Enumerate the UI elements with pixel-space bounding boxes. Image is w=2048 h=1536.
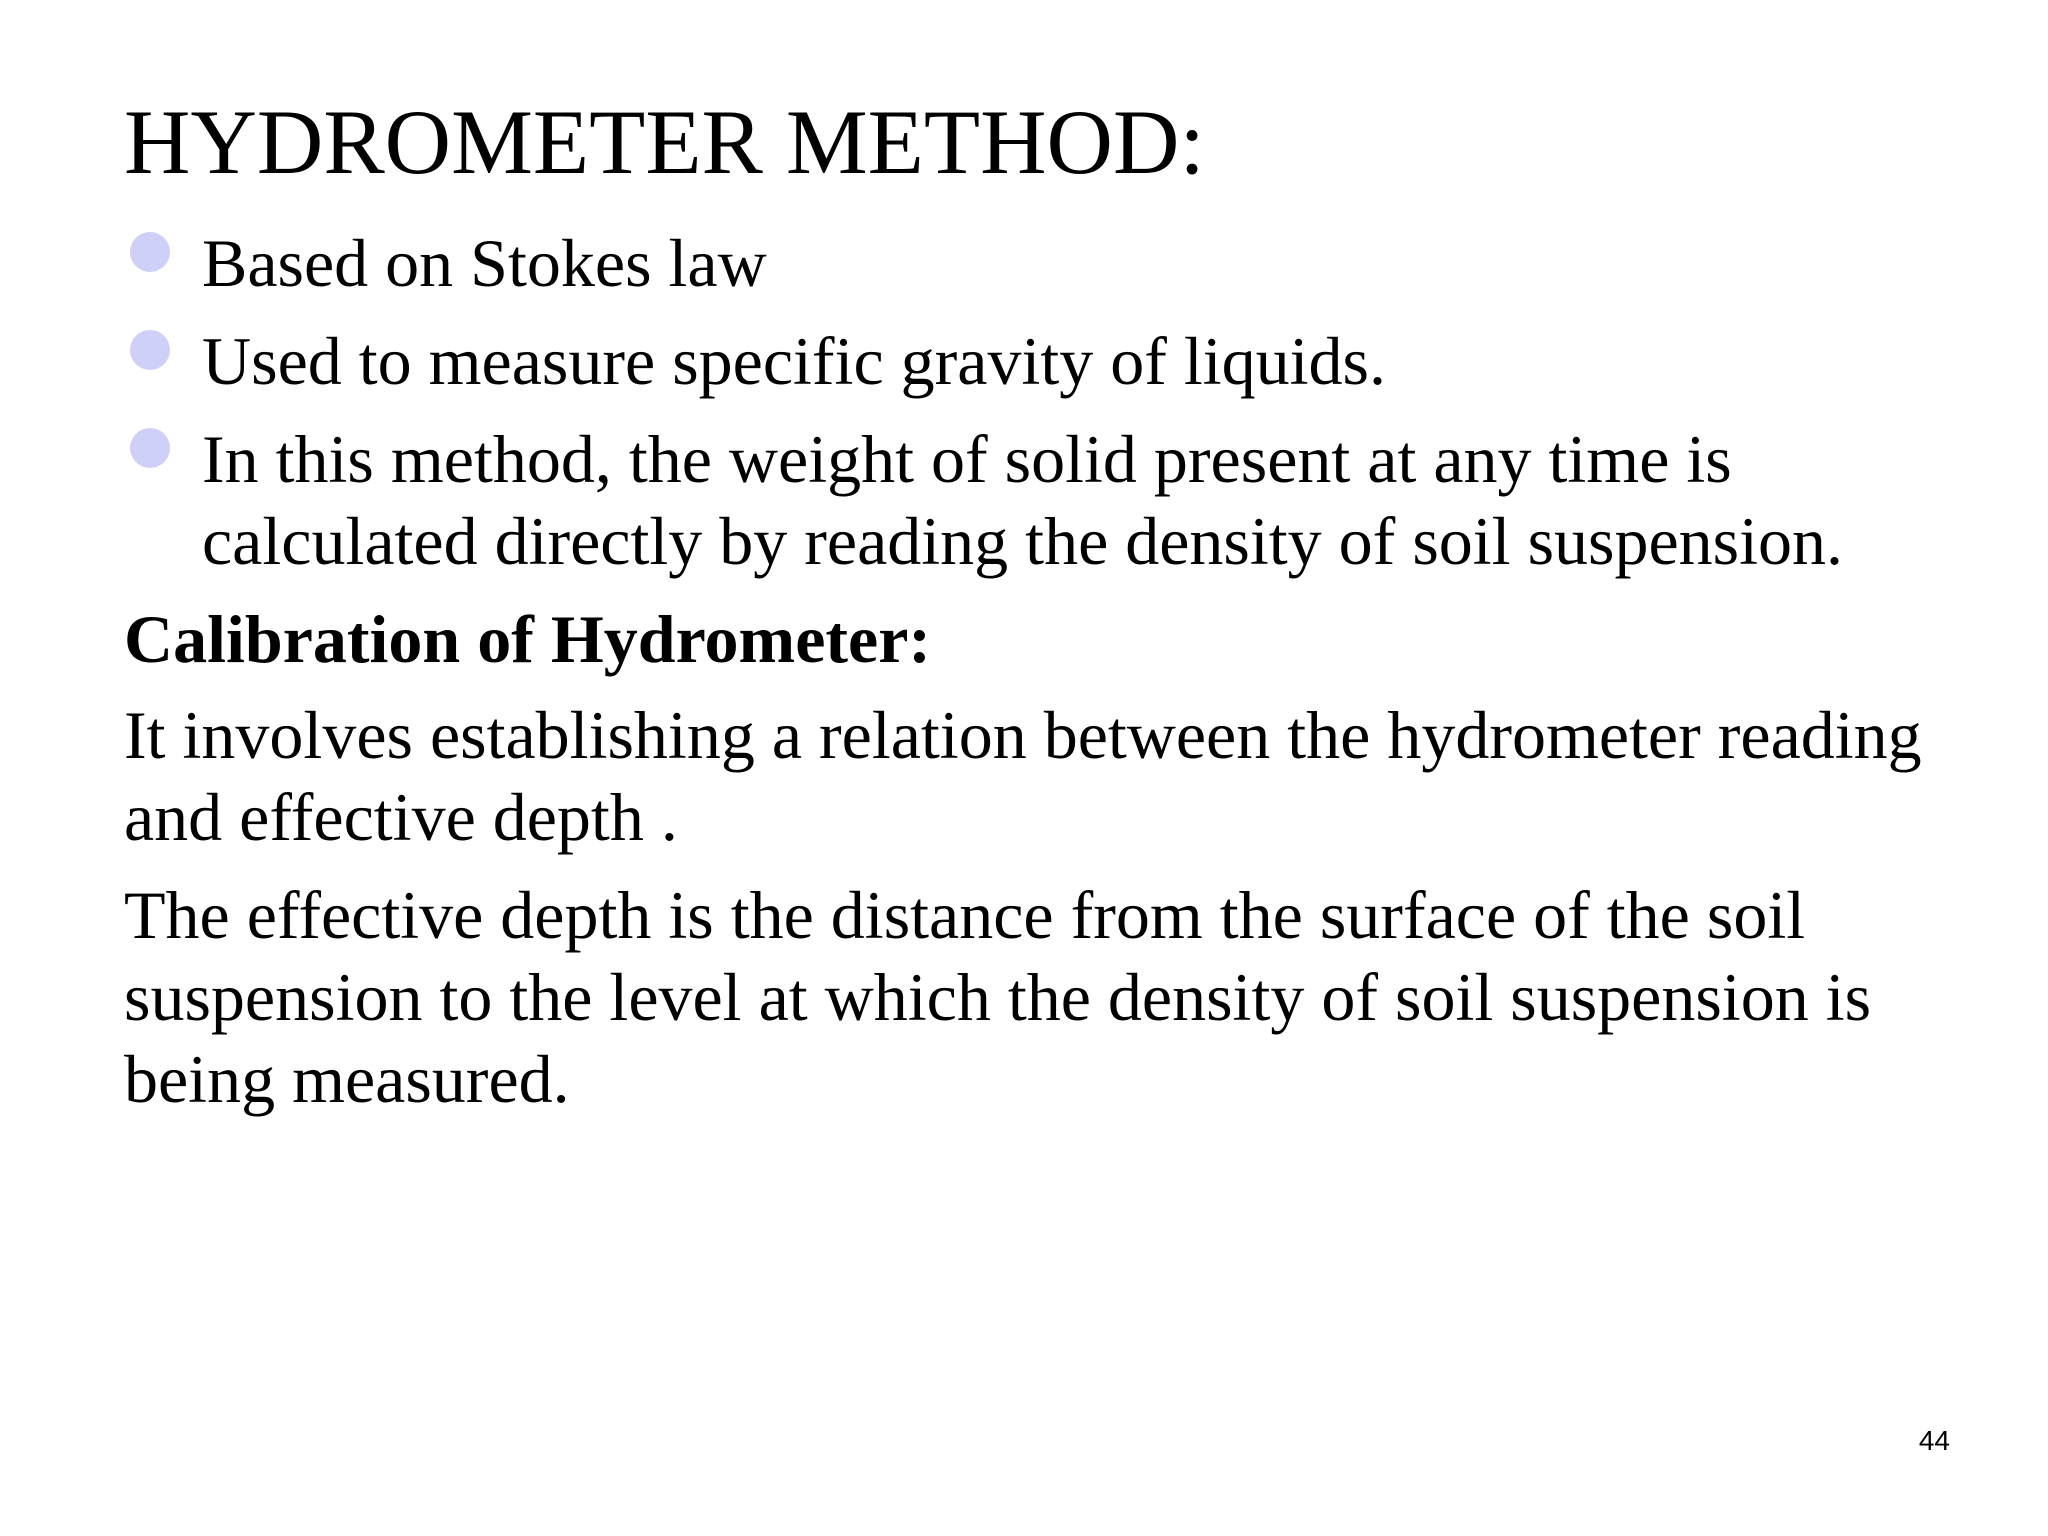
section-heading: Calibration of Hydrometer: bbox=[124, 601, 932, 677]
bullet-item bbox=[124, 320, 1944, 402]
bullet-text: In this method, the weight of solid present at any time is calculated directly by reading the density of soil suspension. bbox=[202, 421, 1844, 579]
bullet-text: Based on Stokes law bbox=[202, 225, 767, 301]
bullet-list bbox=[124, 222, 1944, 598]
paragraph-calibration: It involves establishing a relation between the hydrometer reading and effective depth . bbox=[124, 697, 1922, 855]
bullet-item bbox=[124, 222, 1944, 304]
slide-title: HYDROMETER METHOD: bbox=[124, 91, 1205, 193]
bullet-item bbox=[124, 418, 1944, 582]
bullet-dot-icon bbox=[130, 232, 170, 272]
bullet-dot-icon bbox=[130, 428, 170, 468]
page-number: 44 bbox=[1918, 1425, 1950, 1456]
paragraph-effective-depth: The effective depth is the distance from the surface of the soil suspension to the level at which the density of soil suspension is being measured. bbox=[124, 877, 1872, 1117]
bullet-text: Used to measure specific gravity of liquids. bbox=[202, 323, 1387, 399]
bullet-dot-icon bbox=[130, 330, 170, 370]
